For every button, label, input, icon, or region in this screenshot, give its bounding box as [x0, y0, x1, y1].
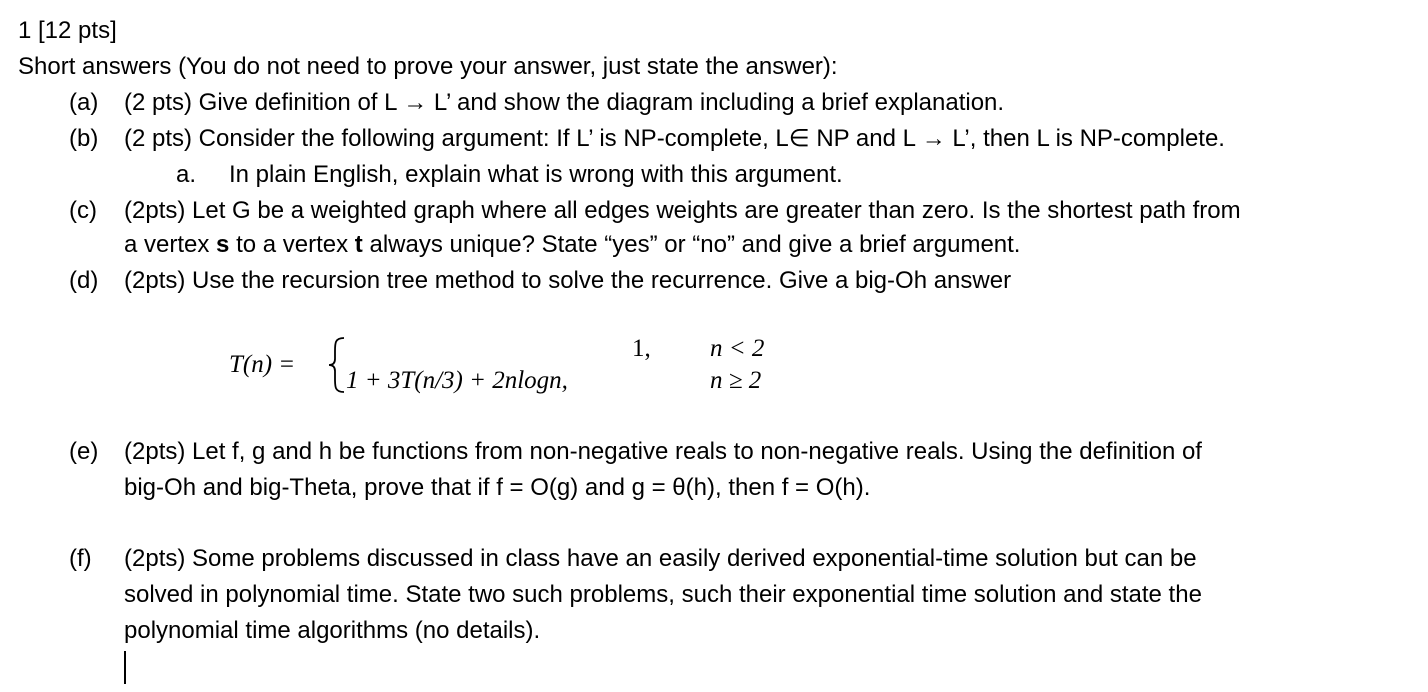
- item-e-text-line1: (2pts) Let f, g and h be functions from non-negative reals to non-negative reals. Using the definition of: [124, 438, 1202, 465]
- question-header: 1 [12 pts]: [18, 17, 117, 44]
- item-b-sub-text: In plain English, explain what is wrong with this argument.: [229, 161, 843, 188]
- vertex-s: s: [216, 231, 230, 258]
- item-a-text: (2 pts) Give definition of L → L’ and show the diagram including a brief explanation.: [124, 89, 1005, 116]
- left-brace-icon: [326, 335, 348, 395]
- item-b-label: (b): [69, 125, 99, 152]
- text-run: a vertex: [124, 231, 217, 258]
- item-a-label: (a): [69, 89, 99, 116]
- text-run: to a vertex: [229, 231, 355, 258]
- item-c-text-line1: (2pts) Let G be a weighted graph where all edges weights are greater than zero. Is the shortest path from: [124, 197, 1241, 224]
- recurrence-case1-cond: n < 2: [710, 335, 765, 362]
- item-c-text-line2: [124, 230, 1020, 260]
- question-intro: Short answers (You do not need to prove your answer, just state the answer):: [18, 53, 838, 80]
- recurrence-case2-value: 1 + 3T(n/3) + 2nlogn,: [346, 367, 568, 394]
- item-d-text: (2pts) Use the recursion tree method to solve the recurrence. Give a big-Oh answer: [124, 267, 1012, 294]
- item-c-label: (c): [69, 197, 97, 224]
- item-f-text-line1: (2pts) Some problems discussed in class have an easily derived exponential-time solution but can be: [124, 545, 1197, 572]
- item-b-text: (2 pts) Consider the following argument: If L’ is NP-complete, L∈ NP and L → L’, then L is NP-complete.: [124, 125, 1225, 152]
- text-cursor[interactable]: [124, 651, 126, 684]
- item-f-text-line3: polynomial time algorithms (no details).: [124, 617, 541, 644]
- item-f-label: (f): [69, 545, 92, 572]
- item-e-text-line2: big-Oh and big-Theta, prove that if f = O(g) and g = θ(h), then f = O(h).: [124, 474, 871, 501]
- item-b-sub-label: a.: [176, 161, 197, 188]
- text-run: always unique? State “yes” or “no” and give a brief argument.: [362, 231, 1021, 258]
- recurrence-case2-cond: n ≥ 2: [710, 367, 762, 394]
- recurrence-lhs: T(n) =: [229, 351, 296, 378]
- recurrence-case1-value: 1,: [632, 335, 651, 362]
- vertex-t: t: [354, 231, 363, 258]
- item-f-text-line2: solved in polynomial time. State two such problems, such their exponential time solution and state the: [124, 581, 1202, 608]
- item-d-label: (d): [69, 267, 99, 294]
- item-e-label: (e): [69, 438, 99, 465]
